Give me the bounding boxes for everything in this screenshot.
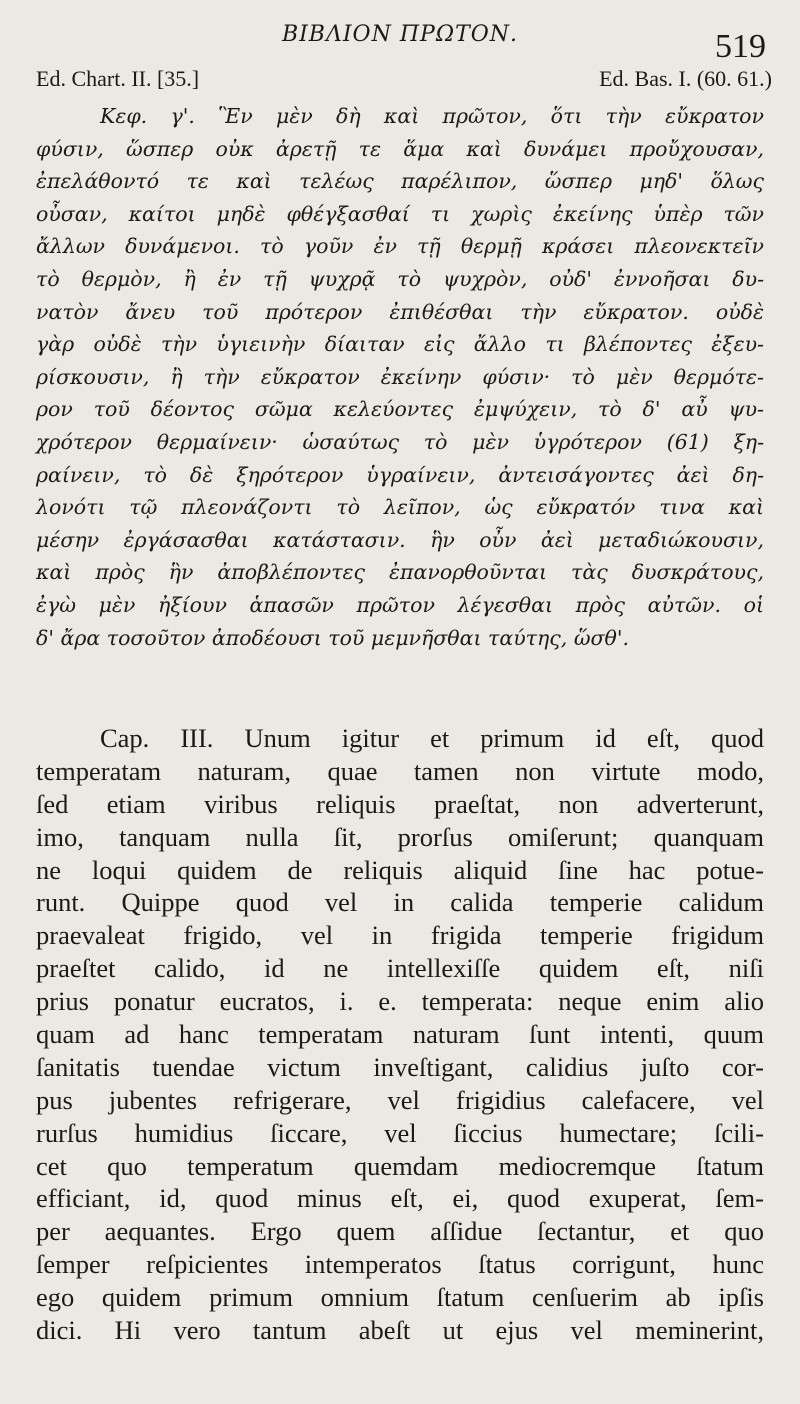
greek-line: ρον τοῦ δέοντος σῶμα κελεύοντες ἐμψύχειν, τὸ δ' αὖ ψυ- [36, 397, 764, 422]
latin-line: ne loqui quidem de reliquis aliquid ſine hac potue- [36, 854, 764, 885]
greek-line: καὶ πρὸς ἣν ἀποβλέποντες ἐπανορθοῦνται τὰς δυσκράτους, [36, 560, 764, 585]
latin-line: efficiant, id, quod minus eſt, ei, quod exuperat, ſem- [36, 1183, 764, 1214]
greek-line: μέσην ἐργάσασθαι κατάστασιν. ἣν οὖν ἀεὶ μεταδιώκουσιν, [36, 527, 764, 552]
latin-line: ego quidem primum omnium ſtatum cenſuerim ab ipſis [36, 1282, 764, 1313]
greek-line: φύσιν, ὥσπερ οὐκ ἀρετῇ τε ἅμα καὶ δυνάμει προὔχουσαν, [36, 136, 764, 161]
latin-line: imo, tanquam nulla ſit, prorſus omiſerunt; quanquam [36, 821, 764, 852]
latin-line: cet quo temperatum quemdam mediocremque ſtatum [36, 1150, 764, 1181]
latin-line: ſemper reſpicientes intemperatos ſtatus corrigunt, hunc [36, 1249, 764, 1280]
latin-line: praevaleat frigido, vel in frigida temperie frigidum [36, 920, 764, 951]
latin-line: Cap. III. Unum igitur et primum id eſt, quod [100, 723, 764, 753]
greek-line: οὖσαν, καίτοι μηδὲ φθέγξασθαί τι χωρὶς ἐκείνης ὑπὲρ τῶν [36, 201, 764, 226]
greek-line: δ' ἄρα τοσοῦτον ἀποδέουσι τοῦ μεμνῆσθαι ταύτης, ὥσθ'. [36, 625, 630, 650]
greek-line: ἐπελάθοντό τε καὶ τελέως παρέλιπον, ὥσπερ μηδ' ὅλως [36, 169, 764, 194]
greek-line: χρότερον θερμαίνειν· ὡσαύτως τὸ μὲν ὑγρότερον (61) ξη- [36, 429, 764, 454]
greek-line: νατὸν ἄνευ τοῦ πρότερον ἐπιθέσθαι τὴν εὔκρατον. οὐδὲ [36, 299, 764, 324]
latin-line: ſanitatis tuendae victum inveſtigant, calidius juſto cor- [36, 1051, 764, 1082]
greek-line: ἐγὼ μὲν ἠξίουν ἁπασῶν πρῶτον λέγεσθαι πρὸς αὐτῶν. οἱ [36, 592, 764, 617]
greek-line: Κεφ. γ'. Ἓν μὲν δὴ καὶ πρῶτον, ὅτι τὴν εὔκρατον [100, 104, 764, 128]
greek-line: τὸ θερμὸν, ἢ ἐν τῇ ψυχρᾷ τὸ ψυχρὸν, οὐδ' ἐννοῆσαι δυ- [36, 266, 764, 291]
latin-line: rurſus humidius ſiccare, vel ſiccius humectare; ſcili- [36, 1117, 764, 1148]
latin-line: quam ad hanc temperatam naturam ſunt intenti, quum [36, 1019, 764, 1050]
latin-line: ſed etiam viribus reliquis praeſtat, non adverterunt, [36, 788, 764, 819]
latin-line: runt. Quippe quod vel in calida temperie calidum [36, 887, 764, 918]
page-number: 519 [715, 28, 766, 65]
latin-line: praeſtet calido, id ne intellexiſſe quidem eſt, niſi [36, 953, 764, 984]
greek-line: γὰρ οὐδὲ τὴν ὑγιεινὴν δίαιταν εἰς ἄλλο τι βλέποντες ἐξευ- [36, 332, 764, 357]
greek-text-block [36, 100, 764, 654]
latin-text-block [36, 722, 764, 1347]
latin-line: dici. Hi vero tantum abeſt ut ejus vel meminerint, [36, 1315, 764, 1346]
greek-line: ραίνειν, τὸ δὲ ξηρότερον ὑγραίνειν, ἀντεισάγοντες ἀεὶ δη- [36, 462, 764, 487]
edition-reference-chartier: Ed. Chart. II. [35.] [36, 66, 200, 91]
latin-line: per aequantes. Ergo quem aſſidue ſectantur, et quo [36, 1216, 764, 1247]
latin-line: prius ponatur eucratos, i. e. temperata: neque enim alio [36, 986, 764, 1017]
running-head: ΒΙΒΛΙΟΝ ΠΡΩΤΟΝ. [281, 22, 519, 47]
edition-reference-basel: Ed. Bas. I. (60. 61.) [599, 66, 772, 91]
latin-line: pus jubentes refrigerare, vel frigidius calefacere, vel [36, 1084, 764, 1115]
greek-line: λονότι τῷ πλεονάζοντι τὸ λεῖπον, ὡς εὔκρατόν τινα καὶ [36, 495, 764, 520]
greek-line: ρίσκουσιν, ἢ τὴν εὔκρατον ἐκείνην φύσιν· τὸ μὲν θερμότε- [36, 364, 764, 389]
greek-line: ἄλλων δυνάμενοι. τὸ γοῦν ἐν τῇ θερμῇ κράσει πλεονεκτεῖν [36, 234, 764, 259]
latin-line: temperatam naturam, quae tamen non virtute modo, [36, 755, 764, 786]
